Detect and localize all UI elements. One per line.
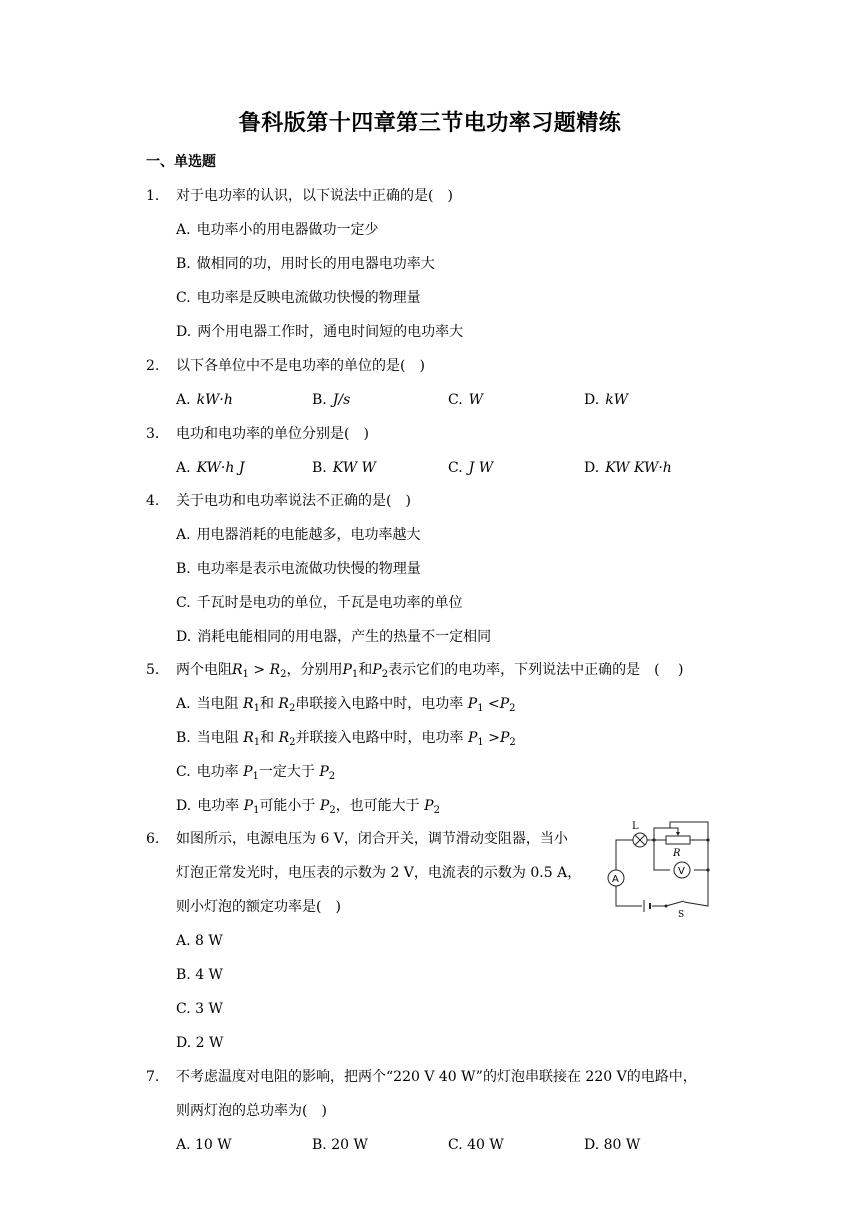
option-b[interactable]: B. J/s <box>312 392 351 408</box>
option-d[interactable]: D. 80 W <box>584 1137 641 1153</box>
question-number: 7. <box>146 1069 160 1085</box>
rheostat-icon <box>666 828 690 844</box>
ammeter-label: A <box>612 874 619 885</box>
lamp-label: L <box>632 821 639 832</box>
switch-icon <box>665 901 685 908</box>
question-stem-line-1: 如图所示，电源电压为 6 V，闭合开关，调节滑动变阻器，当小 <box>176 831 568 847</box>
battery-icon <box>644 900 650 912</box>
option-d[interactable]: D. 消耗电能相同的用电器，产生的热量不一定相同 <box>176 629 492 645</box>
circuit-diagram <box>606 818 716 920</box>
option-d[interactable]: D. KW KW·h <box>584 460 672 476</box>
option-a[interactable]: A. 用电器消耗的电能越多，电功率越大 <box>176 527 421 543</box>
option-b[interactable]: B. 做相同的功，用时长的用电器电功率大 <box>176 256 435 272</box>
voltmeter-label: V <box>678 866 685 877</box>
option-c[interactable]: C. J W <box>448 460 494 476</box>
lamp-icon <box>633 833 647 847</box>
option-b[interactable]: B. 4 W <box>176 967 223 983</box>
question-number: 5. <box>146 662 160 678</box>
option-a[interactable]: A. 电功率小的用电器做功一定少 <box>176 222 379 238</box>
option-a[interactable]: A. 10 W <box>176 1137 232 1153</box>
question-stem-line-2: 灯泡正常发光时，电压表的示数为 2 V，电流表的示数为 0.5 A， <box>176 865 582 881</box>
page-title: 鲁科版第十四章第三节电功率习题精练 <box>238 111 622 136</box>
option-c[interactable]: C. W <box>448 392 484 408</box>
option-d[interactable]: D. 电功率 $P_1$可能小于 $P_2$，也可能大于 $P_2$ <box>176 798 440 816</box>
option-c[interactable]: C. 3 W <box>176 1001 223 1017</box>
question-number: 4. <box>146 493 160 509</box>
option-d[interactable]: D. kW <box>584 392 629 408</box>
rheostat-label: R <box>673 848 681 859</box>
option-c[interactable]: C. 电功率 $P_1$一定大于 $P_2$ <box>176 764 336 782</box>
option-b[interactable]: B. 电功率是表示电流做功快慢的物理量 <box>176 561 421 577</box>
question-stem: 以下各单位中不是电功率的单位的是( ) <box>176 358 425 374</box>
question-stem: 对于电功率的认识，以下说法中正确的是( ) <box>176 188 453 204</box>
option-a[interactable]: A. 当电阻 $R_1$和 $R_2$串联接入电路中时，电功率 $P_1 <P_2$ <box>176 696 516 714</box>
option-a[interactable]: A. KW·h J <box>176 460 245 476</box>
question-number: 2. <box>146 358 160 374</box>
option-b[interactable]: B. 当电阻 $R_1$和 $R_2$并联接入电路中时，电功率 $P_1 >P_2$ <box>176 730 516 748</box>
option-c[interactable]: C. 电功率是反映电流做功快慢的物理量 <box>176 290 421 306</box>
option-d[interactable]: D. 两个用电器工作时，通电时间短的电功率大 <box>176 324 464 340</box>
option-a[interactable]: A. kW·h <box>176 392 233 408</box>
option-b[interactable]: B. KW W <box>312 460 376 476</box>
switch-label: S <box>678 910 685 920</box>
option-a[interactable]: A. 8 W <box>176 933 223 949</box>
option-d[interactable]: D. 2 W <box>176 1035 224 1051</box>
question-number: 3. <box>146 426 160 442</box>
option-c[interactable]: C. 千瓦时是电功的单位，千瓦是电功率的单位 <box>176 595 463 611</box>
option-b[interactable]: B. 20 W <box>312 1137 368 1153</box>
question-stem: 两个电阻$R_1 > R_2$，分别用$P_1$和$P_2$表示它们的电功率，下列说法中正确的是 ( ) <box>176 662 684 680</box>
question-stem: 关于电功和电功率说法不正确的是( ) <box>176 493 411 509</box>
question-stem-line-3: 则小灯泡的额定功率是( ) <box>176 899 341 915</box>
question-stem-line-1: 不考虑温度对电阻的影响，把两个“220 V 40 W”的灯泡串联接在 220 V的电路中， <box>176 1069 697 1085</box>
question-stem: 电功和电功率的单位分别是( ) <box>176 426 369 442</box>
question-number: 6. <box>146 831 160 847</box>
question-number: 1. <box>146 188 160 204</box>
section-heading: 一、单选题 <box>146 154 216 170</box>
option-c[interactable]: C. 40 W <box>448 1137 504 1153</box>
question-stem-line-2: 则两灯泡的总功率为( ) <box>176 1103 327 1119</box>
